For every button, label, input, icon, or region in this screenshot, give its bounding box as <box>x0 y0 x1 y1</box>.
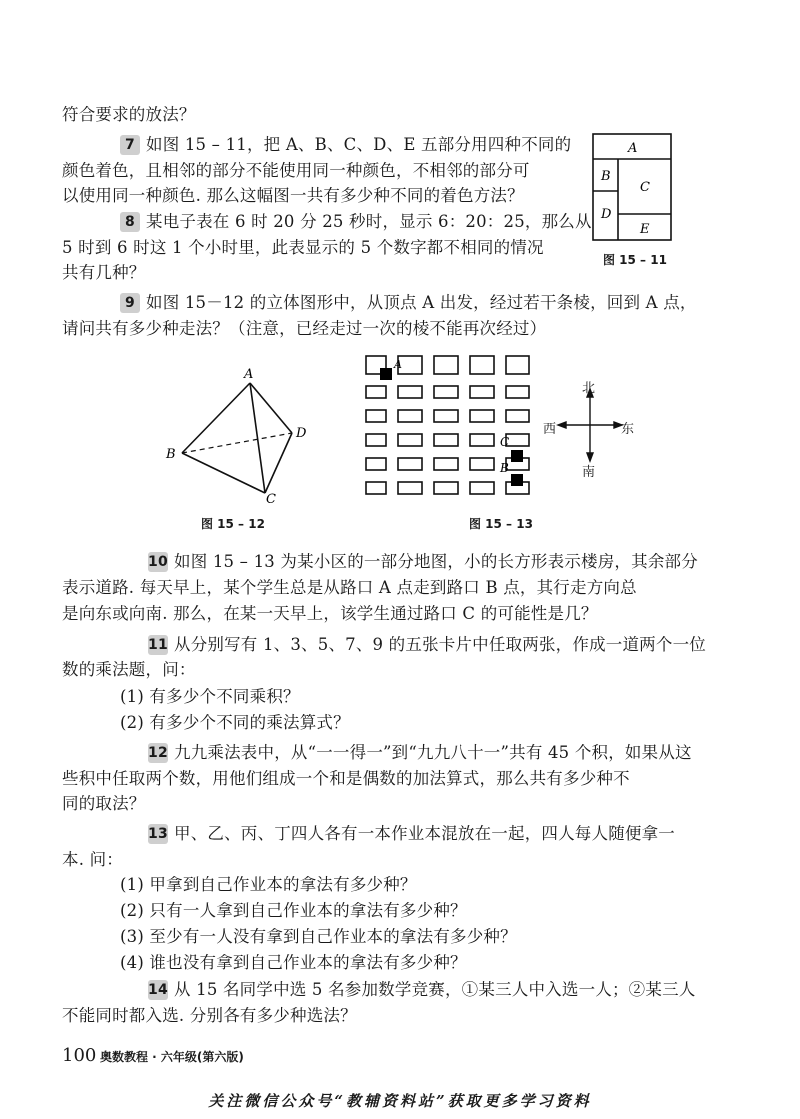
intersection-a <box>380 368 392 380</box>
line-text: 九九乘法表中，从“一一得一”到“九九八十一”共有 45 个积，如果从这 <box>174 743 692 762</box>
problem-number-badge: 7 <box>120 135 140 155</box>
problem-8-line <box>120 211 592 233</box>
fig12-label-b: B <box>166 447 176 462</box>
fig11-label-c: C <box>640 180 650 195</box>
figure-15-11 <box>592 133 672 245</box>
fig12-label-a: A <box>244 367 254 382</box>
figure-15-12 <box>160 365 320 505</box>
compass-south: 南 <box>582 465 596 480</box>
line-text: 些积中任取两个数，用他们组成一个和是偶数的加法算式，那么共有多少种不 <box>62 769 630 788</box>
building-block <box>470 356 494 374</box>
problem-number-badge: 11 <box>148 637 168 653</box>
fig11-label-b: B <box>601 169 611 184</box>
line-text: (2) 有多少个不同的乘法算式？ <box>120 713 350 732</box>
building-block <box>366 458 386 470</box>
line-text: 是向东或向南. 那么，在某一天早上，该学生通过路口 C 的可能性是几？ <box>62 604 598 623</box>
text-line <box>120 712 350 734</box>
line-text: 请问共有多少种走法？（注意，已经走过一次的棱不能再次经过） <box>62 319 547 338</box>
building-block <box>470 434 494 446</box>
problem-number-badge: 13 <box>148 826 168 842</box>
line-text: 本. 问： <box>62 850 123 869</box>
problem-14-line <box>148 979 695 1001</box>
building-block <box>506 356 529 374</box>
fig13-label-a: A <box>394 358 402 371</box>
problem-7-line <box>120 134 571 156</box>
building-block <box>366 434 386 446</box>
line-text: (4) 谁也没有拿到自己作业本的拿法有多少种？ <box>120 953 467 972</box>
intersection-c <box>511 450 523 462</box>
building-block <box>434 434 458 446</box>
line-text: 同的取法？ <box>62 794 146 813</box>
text-line <box>120 952 467 974</box>
line-text: 甲、乙、丙、丁四人各有一本作业本混放在一起，四人每人随便拿一 <box>174 824 675 843</box>
building-block <box>366 386 386 398</box>
book-title: 奥数教程 · 六年级(第六版) <box>100 1050 244 1064</box>
line-text: 从分别写有 1、3、5、7、9 的五张卡片中任取两张，作成一道两个一位 <box>174 635 706 654</box>
fig13-label-c: C <box>500 435 510 449</box>
problem-number-badge: 14 <box>148 982 168 998</box>
text-line <box>62 659 196 681</box>
line-text: (1) 有多少个不同乘积？ <box>120 687 300 706</box>
text-line <box>62 104 196 126</box>
problem-11-line <box>148 634 706 656</box>
problem-number-badge: 9 <box>120 293 140 313</box>
caption-15-12: 图 15 – 12 <box>201 517 265 531</box>
page-number: 100 <box>62 1045 97 1066</box>
fig11-label-d: D <box>601 207 612 222</box>
line-text: 表示道路. 每天早上，某个学生总是从路口 A 点走到路口 B 点，其行走方向总 <box>62 578 637 597</box>
building-block <box>506 410 529 422</box>
problem-number-badge: 8 <box>120 212 140 232</box>
compass-west: 西 <box>543 422 557 437</box>
problem-12-line <box>148 742 692 764</box>
text-line <box>62 603 598 625</box>
line-text: 以使用同一种颜色. 那么这幅图一共有多少种不同的着色方法？ <box>62 186 524 205</box>
line-text: 不能同时都入选. 分别各有多少种选法？ <box>62 1006 357 1025</box>
figure-15-13 <box>360 350 550 510</box>
text-line <box>62 849 123 871</box>
compass-north: 北 <box>582 381 596 396</box>
text-line <box>62 185 524 207</box>
caption-15-13: 图 15 – 13 <box>469 517 533 531</box>
promo-watermark: 关注微信公众号“教辅资料站”获取更多学习资料 <box>208 1092 592 1110</box>
building-block <box>398 410 422 422</box>
text-line <box>120 874 417 896</box>
building-block <box>470 386 494 398</box>
line-text: 某电子表在 6 时 20 分 25 秒时，显示 6：20：25，那么从 <box>146 212 592 231</box>
text-line <box>62 262 146 284</box>
caption-15-11: 图 15 – 11 <box>603 253 667 267</box>
building-block <box>366 410 386 422</box>
compass-east: 东 <box>621 422 635 437</box>
building-block <box>398 434 422 446</box>
line-text: 如图 15－12 的立体图形中，从顶点 A 出发，经过若干条棱，回到 A 点， <box>146 293 697 312</box>
building-block <box>470 458 494 470</box>
intersection-b <box>511 474 523 486</box>
building-block <box>470 410 494 422</box>
building-block <box>398 482 422 494</box>
fig12-label-c: C <box>266 492 276 505</box>
line-text: 数的乘法题，问： <box>62 660 196 679</box>
line-text: 共有几种？ <box>62 263 146 282</box>
fig12-label-d: D <box>296 426 307 441</box>
text-line <box>120 686 300 708</box>
building-block <box>434 482 458 494</box>
text-line <box>62 237 544 259</box>
building-block <box>366 482 386 494</box>
building-block <box>506 386 529 398</box>
problem-number-badge: 10 <box>148 554 168 570</box>
text-line <box>120 926 517 948</box>
building-block <box>434 386 458 398</box>
text-line <box>120 900 467 922</box>
problem-9-line <box>120 292 697 314</box>
problem-number-badge: 12 <box>148 745 168 761</box>
line-text: (3) 至少有一人没有拿到自己作业本的拿法有多少种？ <box>120 927 517 946</box>
line-text: 符合要求的放法？ <box>62 105 196 124</box>
building-block <box>398 458 422 470</box>
building-block <box>398 386 422 398</box>
line-text: (2) 只有一人拿到自己作业本的拿法有多少种？ <box>120 901 467 920</box>
line-text: 如图 15 – 13 为某小区的一部分地图，小的长方形表示楼房，其余部分 <box>174 552 698 571</box>
line-text: (1) 甲拿到自己作业本的拿法有多少种？ <box>120 875 417 894</box>
text-line <box>62 160 530 182</box>
building-block <box>434 410 458 422</box>
building-block <box>434 458 458 470</box>
fig11-label-a: A <box>628 141 638 156</box>
fig11-label-e: E <box>640 222 650 237</box>
text-line <box>62 318 546 340</box>
building-block <box>470 482 494 494</box>
text-line <box>62 1005 357 1027</box>
line-text: 5 时到 6 时这 1 个小时里，此表显示的 5 个数字都不相同的情况 <box>62 238 544 257</box>
text-line <box>62 577 637 599</box>
building-block <box>434 356 458 374</box>
text-line <box>62 768 630 790</box>
line-text: 颜色着色，且相邻的部分不能使用同一种颜色，不相邻的部分可 <box>62 161 530 180</box>
line-text: 如图 15 – 11，把 A、B、C、D、E 五部分用四种不同的 <box>146 135 572 154</box>
problem-10-line <box>148 551 698 573</box>
building-block <box>506 434 529 446</box>
text-line <box>62 793 146 815</box>
fig13-label-b: B <box>500 461 509 475</box>
problem-13-line <box>148 823 675 845</box>
line-text: 从 15 名同学中选 5 名参加数学竞赛，①某三人中入选一人；②某三人 <box>174 980 696 999</box>
